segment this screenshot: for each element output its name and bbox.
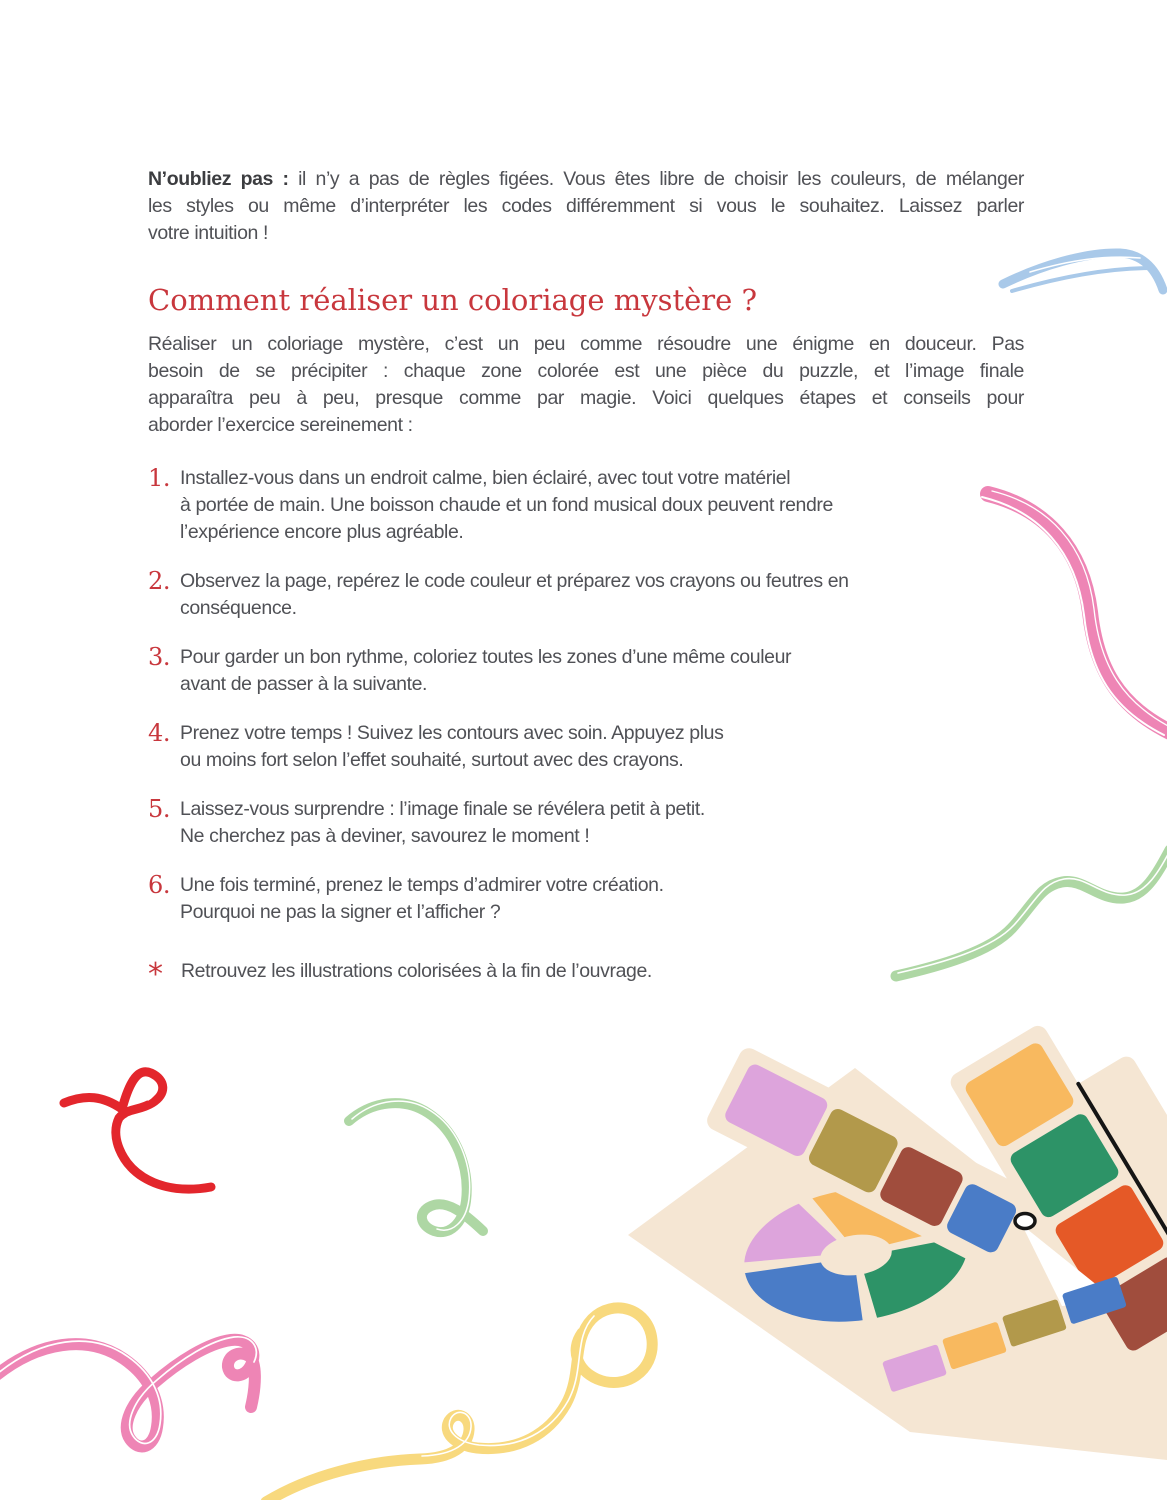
footnote-text: Retrouvez les illustrations colorisées à la fin de l’ouvrage. (181, 960, 652, 982)
section-intro-line: apparaîtra peu à peu, presque comme par magie. Voici quelques étapes et conseils pour (148, 387, 1024, 409)
section-intro-paragraph (148, 331, 1024, 439)
section-heading: Comment réaliser un coloriage mystère ? (148, 283, 758, 317)
swatch-blue (944, 1182, 1018, 1256)
step-number: 6. (148, 871, 171, 899)
reminder-line: votre intuition ! (148, 222, 269, 244)
swatch-strip-right (947, 1022, 1167, 1372)
brush-highlight (352, 1101, 470, 1230)
ribbon-blue-stroke-2 (1012, 268, 1152, 291)
step-number: 1. (148, 464, 171, 492)
swatch-brown (878, 1144, 966, 1228)
step-number: 2. (148, 567, 171, 595)
step-item-4 (148, 720, 1024, 774)
swatch-brown (1098, 1254, 1167, 1353)
swatch-pink (882, 1344, 947, 1392)
swatch-green (1008, 1111, 1122, 1220)
brush-highlight (1030, 257, 1140, 272)
wheel-sector-green (855, 1233, 979, 1322)
strip-paper (1068, 1053, 1167, 1330)
step-text: Prenez votre temps ! Suivez les contours avec soin. Appuyez plus ou moins fort selon l’effet souhaité, surtout avec des crayons. (180, 722, 724, 771)
ribbon-pink-swirl-stroke (0, 1340, 255, 1447)
wheel-sector-blue (742, 1255, 865, 1338)
swatch-strip-backing (1068, 1053, 1167, 1330)
swatch-gold (806, 1106, 900, 1195)
palette-illustration (628, 1022, 1167, 1460)
ribbon-pink-swirl (0, 1337, 256, 1447)
step-item-1 (148, 465, 1024, 546)
reminder-line: les styles ou même d’interpréter les codes différemment si vous le souhaitez. Laissez parler (148, 195, 1024, 217)
step-text: Une fois terminé, prenez le temps d’admirer votre création. Pourquoi ne pas la signer et l’afficher ? (180, 874, 664, 923)
wheel-sector-orange (808, 1172, 969, 1261)
ribbon-red-loop-stroke (64, 1072, 211, 1189)
steps-list (148, 465, 1024, 926)
swatch-gold (1002, 1299, 1067, 1347)
step-number: 5. (148, 795, 171, 823)
section-intro-line: besoin de se précipiter : chaque zone colorée est une pièce du puzzle, et l’image finale (148, 360, 1024, 382)
ribbon-blue (1003, 253, 1163, 291)
color-wheel (733, 1172, 980, 1339)
step-text: Observez la page, repérez le code couleur et préparez vos crayons ou feutres en conséquence. (180, 570, 849, 619)
ribbon-blue-stroke (1003, 253, 1163, 290)
reminder-paragraph (148, 166, 1024, 247)
step-item-6 (148, 872, 1024, 926)
ribbon-green-swirl (349, 1101, 483, 1232)
paper-gap-wedge (1022, 1225, 1118, 1306)
swatch-orangered (1053, 1182, 1167, 1291)
step-text: Laissez-vous surprendre : l’image finale se révélera petit à petit. Ne cherchez pas à deviner, savourez le moment ! (180, 798, 705, 847)
ribbon-yellow-swirl-stroke (266, 1308, 652, 1500)
footnote-asterisk: * (148, 957, 163, 992)
palette-paper (628, 1068, 1167, 1460)
swatch-row-bottom (879, 1276, 1129, 1392)
ribbon-green-swirl-stroke (349, 1103, 483, 1232)
page-content (148, 166, 1024, 1005)
section-intro-line: Réaliser un coloriage mystère, c’est un peu comme résoudre une énigme en douceur. Pas (148, 333, 1024, 355)
swatch-orange (942, 1321, 1007, 1369)
paint-hole-ring (1015, 1214, 1035, 1229)
reminder-line (148, 166, 1024, 193)
step-number: 3. (148, 643, 171, 671)
swatch-pink (723, 1062, 830, 1159)
wheel-sector-pink (734, 1194, 856, 1271)
reminder-label: N’oubliez pas : (148, 168, 289, 190)
ribbon-red-loop (64, 1072, 211, 1189)
ribbon-yellow-swirl (266, 1308, 652, 1500)
pencil-line (1078, 1084, 1167, 1315)
step-item-5 (148, 796, 1024, 850)
swatch-blue (1062, 1276, 1127, 1324)
brush-highlight (0, 1337, 256, 1444)
step-number: 4. (148, 719, 171, 747)
step-item-2 (148, 568, 1024, 622)
strip-paper (947, 1022, 1167, 1344)
brush-highlight (148, 1078, 155, 1100)
swatch-strip-top (704, 1045, 1030, 1270)
strip-paper (704, 1045, 1030, 1270)
step-item-3 (148, 644, 1024, 698)
reminder-line1-text: il n’y a pas de règles figées. Vous êtes libre de choisir les couleurs, de mélanger (288, 168, 1024, 190)
footnote (148, 957, 1024, 992)
swatch-orange (963, 1040, 1077, 1149)
wheel-center-hole (818, 1230, 895, 1280)
section-intro-line: aborder l’exercice sereinement : (148, 414, 413, 436)
step-text: Installez-vous dans un endroit calme, bien éclairé, avec tout votre matériel à portée de main. Une boisson chaude et un fond musical doux peuvent rendre l’expérience encore plus agréable. (180, 467, 833, 543)
brush-highlight (422, 1316, 594, 1456)
step-text: Pour garder un bon rythme, coloriez toutes les zones d’une même couleur avant de passer à la suivante. (180, 646, 792, 695)
